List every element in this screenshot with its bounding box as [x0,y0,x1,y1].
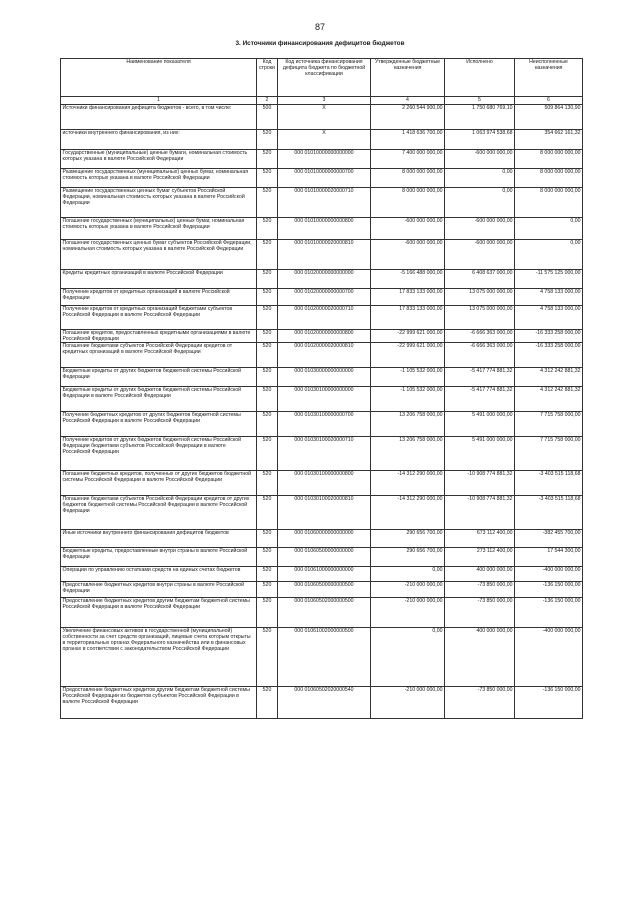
line-code-cell: 520 [257,548,278,567]
unexecuted-cell: -3 403 515 118,68 [515,471,583,496]
executed-cell: 400 000 000,00 [445,628,515,687]
table-row [61,218,583,240]
approved-cell: -600 000 000,00 [371,218,445,240]
table-row [61,471,583,496]
approved-cell: 290 656 700,00 [371,548,445,567]
source-code-cell: 000 01060500000000000 [278,548,371,567]
header-executed: Исполнено [445,59,515,97]
executed-cell: 6 408 637 000,00 [445,270,515,289]
indicator-name-cell: Погашение государственных (муниципальных) ценных бумаг, номинальная стоимость которых указана в валюте Российской Федерации [61,218,257,240]
line-code-cell: 520 [257,567,278,582]
source-code-cell: 000 01030000000000000 [278,368,371,387]
source-code-cell: Х [278,105,371,130]
approved-cell: 13 206 758 000,00 [371,437,445,471]
line-code-cell: 500 [257,105,278,130]
indicator-name-cell: Получение кредитов от кредитных организаций в валюте Российской Федерации [61,289,257,306]
unexecuted-cell: 8 000 000 000,00 [515,150,583,169]
indicator-name-cell: Предоставление бюджетных кредитов другим бюджетам бюджетной системы Российской Федерации из бюджетов субъектов Российской Федерации в валюте Российской Федерации [61,687,257,719]
indicator-name-cell: Погашение бюджетных кредитов, полученных от других бюджетов бюджетной системы Российской Федерации в валюте Российской Федерации [61,471,257,496]
indicator-name-cell: Бюджетные кредиты, предоставленные внутри страны в валюте Российской Федерации [61,548,257,567]
page-number: 87 [314,22,325,32]
unexecuted-cell: 509 864 130,90 [515,105,583,130]
unexecuted-cell: 4 312 242 881,32 [515,387,583,412]
column-number: 4 [371,97,445,105]
header-line-code: Код строки [257,59,278,97]
source-code-cell: 000 01010000000000000 [278,150,371,169]
source-code-cell: 000 01020000020000810 [278,343,371,368]
unexecuted-cell: 8 000 000 000,00 [515,169,583,188]
approved-cell: 13 206 758 000,00 [371,412,445,437]
table-row [61,150,583,169]
executed-cell: -73 850 000,00 [445,598,515,628]
indicator-name-cell: Размещение государственных (муниципальных) ценных бумаг, номинальная стоимость которых указана в валюте Российской Федерации [61,169,257,188]
table-row [61,582,583,598]
table-row [61,628,583,687]
line-code-cell: 520 [257,343,278,368]
approved-cell: 290 656 700,00 [371,530,445,548]
indicator-name-cell: Погашение кредитов, предоставленных кредитными организациями в валюте Российской Федерации [61,330,257,343]
source-code-cell: 000 01030100000000000 [278,387,371,412]
executed-cell: 0,00 [445,188,515,218]
unexecuted-cell: 7 715 758 000,00 [515,437,583,471]
indicator-name-cell: Предоставление бюджетных кредитов внутри страны в валюте Российской Федерации [61,582,257,598]
table-row [61,105,583,130]
line-code-cell: 520 [257,628,278,687]
approved-cell: 17 833 133 000,00 [371,306,445,330]
line-code-cell: 520 [257,330,278,343]
header-approved: Утвержденные бюджетные назначения [371,59,445,97]
source-code-cell: 000 01061000000000000 [278,567,371,582]
unexecuted-cell: -136 150 000,00 [515,687,583,719]
approved-cell: -5 166 488 000,00 [371,270,445,289]
indicator-name-cell: Предоставление бюджетных кредитов другим бюджетам бюджетной системы Российской Федерации в валюте Российской Федерации [61,598,257,628]
unexecuted-cell: -11 575 125 000,00 [515,270,583,289]
table-row [61,330,583,343]
executed-cell: -10 908 774 881,32 [445,471,515,496]
approved-cell: -210 000 000,00 [371,582,445,598]
table-row [61,368,583,387]
executed-cell: -6 666 363 000,00 [445,343,515,368]
indicator-name-cell: Кредиты кредитных организаций в валюте Российской Федерации [61,270,257,289]
source-code-cell: 000 01030100000000800 [278,471,371,496]
header-indicator-name: Наименование показателя [61,59,257,97]
table-row [61,387,583,412]
approved-cell: -22 999 621 000,00 [371,330,445,343]
line-code-cell: 520 [257,530,278,548]
approved-cell: -1 105 532 000,00 [371,387,445,412]
unexecuted-cell: -3 403 515 118,68 [515,496,583,530]
indicator-name-cell: источники внутреннего финансирования, из них: [61,130,257,150]
line-code-cell: 520 [257,169,278,188]
table-row [61,496,583,530]
indicator-name-cell: Получение бюджетных кредитов от других бюджетов бюджетной системы Российской Федерации в валюте Российской Федерации [61,412,257,437]
executed-cell: 13 075 000 000,00 [445,289,515,306]
source-code-cell: 000 01060000000000000 [278,530,371,548]
unexecuted-cell: -400 000 000,00 [515,628,583,687]
unexecuted-cell: -382 455 700,00 [515,530,583,548]
executed-cell: -600 000 000,00 [445,240,515,270]
source-code-cell: 000 01060502020000540 [278,687,371,719]
executed-cell: -10 908 774 881,32 [445,496,515,530]
table-row [61,548,583,567]
unexecuted-cell: -136 150 000,00 [515,582,583,598]
executed-cell: -600 000 000,00 [445,150,515,169]
table-row [61,270,583,289]
unexecuted-cell: 0,00 [515,218,583,240]
executed-cell: -6 666 363 000,00 [445,330,515,343]
table-row [61,343,583,368]
source-code-cell: 000 01060500000000500 [278,582,371,598]
table-row [61,687,583,719]
source-code-cell: 000 01010000020000710 [278,188,371,218]
table-row [61,437,583,471]
source-code-cell: 000 01010000000000700 [278,169,371,188]
source-code-cell: 000 01030100000000700 [278,412,371,437]
column-number: 1 [61,97,257,105]
executed-cell: 273 112 400,00 [445,548,515,567]
source-code-cell: 000 01030100020000810 [278,496,371,530]
unexecuted-cell: -136 150 000,00 [515,598,583,628]
approved-cell: -600 000 000,00 [371,240,445,270]
section-title: 3. Источники финансирования дефицитов бюджетов [235,40,405,47]
table-row [61,567,583,582]
line-code-cell: 520 [257,387,278,412]
unexecuted-cell: -400 000 000,00 [515,567,583,582]
line-code-cell: 520 [257,368,278,387]
line-code-cell: 520 [257,598,278,628]
line-code-cell: 520 [257,496,278,530]
source-code-cell: 000 01020000000000700 [278,289,371,306]
header-source-code: Код источника финансирования дефицита бюджета по бюджетной классификации [278,59,371,97]
line-code-cell: 520 [257,150,278,169]
unexecuted-cell: 8 000 000 000,00 [515,188,583,218]
indicator-name-cell: Размещение государственных ценных бумаг субъектов Российской Федерации, номинальная стоимость которых указана в валюте Российской Федерации [61,188,257,218]
approved-cell: -22 999 621 000,00 [371,343,445,368]
line-code-cell: 520 [257,687,278,719]
approved-cell: -210 000 000,00 [371,598,445,628]
table-row [61,289,583,306]
column-number: 2 [257,97,278,105]
unexecuted-cell: 4 758 133 000,00 [515,306,583,330]
indicator-name-cell: Погашение бюджетами субъектов Российской Федерации кредитов от кредитных организаций в валюте Российской Федерации [61,343,257,368]
source-code-cell: 000 01060502000000500 [278,598,371,628]
line-code-cell: 520 [257,582,278,598]
executed-cell: -5 417 774 881,32 [445,368,515,387]
table-row [61,240,583,270]
unexecuted-cell: -16 333 258 000,00 [515,343,583,368]
approved-cell: -1 105 532 000,00 [371,368,445,387]
line-code-cell: 520 [257,471,278,496]
executed-cell: 400 000 000,00 [445,567,515,582]
approved-cell: 0,00 [371,567,445,582]
approved-cell: 2 260 544 900,00 [371,105,445,130]
header-unexecuted: Неисполненные назначения [515,59,583,97]
executed-cell: 0,00 [445,169,515,188]
executed-cell: 1 063 974 538,68 [445,130,515,150]
approved-cell: 8 000 000 000,00 [371,169,445,188]
indicator-name-cell: Увеличение финансовых активов в государственной (муниципальной) собственности за счет средств организаций, лицевые счета которым открыты в территориальных органах Федерального казначейства или в финансовых органах в соответствии с законодательством Российской Федерации [61,628,257,687]
source-code-cell: 000 01030100020000710 [278,437,371,471]
indicator-name-cell: Бюджетные кредиты от других бюджетов бюджетной системы Российской Федерации [61,368,257,387]
column-numbers-row [61,97,583,105]
indicator-name-cell: Получение кредитов от кредитных организаций бюджетами субъектов Российской Федерации в валюте Российской Федерации [61,306,257,330]
executed-cell: -5 417 774 881,32 [445,387,515,412]
table-row [61,169,583,188]
executed-cell: 1 750 680 769,10 [445,105,515,130]
approved-cell: 0,00 [371,628,445,687]
indicator-name-cell: Иные источники внутреннего финансирования дефицитов бюджетов [61,530,257,548]
unexecuted-cell: 7 715 758 000,00 [515,412,583,437]
executed-cell: 13 075 000 000,00 [445,306,515,330]
executed-cell: 673 112 400,00 [445,530,515,548]
source-code-cell: 000 01061002000000500 [278,628,371,687]
unexecuted-cell: 0,00 [515,240,583,270]
source-code-cell: Х [278,130,371,150]
unexecuted-cell: 354 662 161,32 [515,130,583,150]
executed-cell: -600 000 000,00 [445,218,515,240]
line-code-cell: 520 [257,188,278,218]
line-code-cell: 520 [257,306,278,330]
line-code-cell: 520 [257,240,278,270]
approved-cell: 8 000 000 000,00 [371,188,445,218]
column-number: 6 [515,97,583,105]
indicator-name-cell: Погашение бюджетами субъектов Российской Федерации кредитов от других бюджетов бюджетной системы Российской Федерации в валюте Российской Федерации [61,496,257,530]
line-code-cell: 520 [257,412,278,437]
line-code-cell: 520 [257,437,278,471]
financing-sources-table [60,58,583,719]
executed-cell: 5 491 000 000,00 [445,412,515,437]
approved-cell: -210 000 000,00 [371,687,445,719]
approved-cell: 7 400 000 000,00 [371,150,445,169]
approved-cell: 17 833 133 000,00 [371,289,445,306]
executed-cell: -73 850 000,00 [445,687,515,719]
line-code-cell: 520 [257,130,278,150]
table-row [61,598,583,628]
unexecuted-cell: 4 758 133 000,00 [515,289,583,306]
table-row [61,412,583,437]
table-row [61,188,583,218]
approved-cell: -14 312 290 000,00 [371,496,445,530]
table-row [61,130,583,150]
table-row [61,530,583,548]
column-number: 5 [445,97,515,105]
approved-cell: 1 418 636 700,00 [371,130,445,150]
executed-cell: 5 491 000 000,00 [445,437,515,471]
indicator-name-cell: Государственные (муниципальные) ценные бумаги, номинальная стоимость которых указана в валюте Российской Федерации [61,150,257,169]
source-code-cell: 000 01020000000000800 [278,330,371,343]
indicator-name-cell: Источники финансирования дефицита бюджетов - всего, в том числе: [61,105,257,130]
executed-cell: -73 850 000,00 [445,582,515,598]
indicator-name-cell: Погашение государственных ценных бумаг субъектов Российской Федерации, номинальная стоимость которых указана в валюте Российской Федерации [61,240,257,270]
line-code-cell: 520 [257,270,278,289]
unexecuted-cell: -16 333 258 000,00 [515,330,583,343]
source-code-cell: 000 01010000020000810 [278,240,371,270]
indicator-name-cell: Бюджетные кредиты от других бюджетов бюджетной системы Российской Федерации в валюте Российской Федерации [61,387,257,412]
source-code-cell: 000 01020000000000000 [278,270,371,289]
source-code-cell: 000 01020000020000710 [278,306,371,330]
indicator-name-cell: Получение кредитов от других бюджетов бюджетной системы Российской Федерации бюджетами субъектов Российской Федерации в валюте Российской Федерации [61,437,257,471]
approved-cell: -14 312 290 000,00 [371,471,445,496]
line-code-cell: 520 [257,218,278,240]
indicator-name-cell: Операции по управлению остатками средств на единых счетах бюджетов [61,567,257,582]
unexecuted-cell: 4 312 242 881,32 [515,368,583,387]
unexecuted-cell: 17 544 300,00 [515,548,583,567]
column-number: 3 [278,97,371,105]
source-code-cell: 000 01010000000000800 [278,218,371,240]
line-code-cell: 520 [257,289,278,306]
table-row [61,306,583,330]
